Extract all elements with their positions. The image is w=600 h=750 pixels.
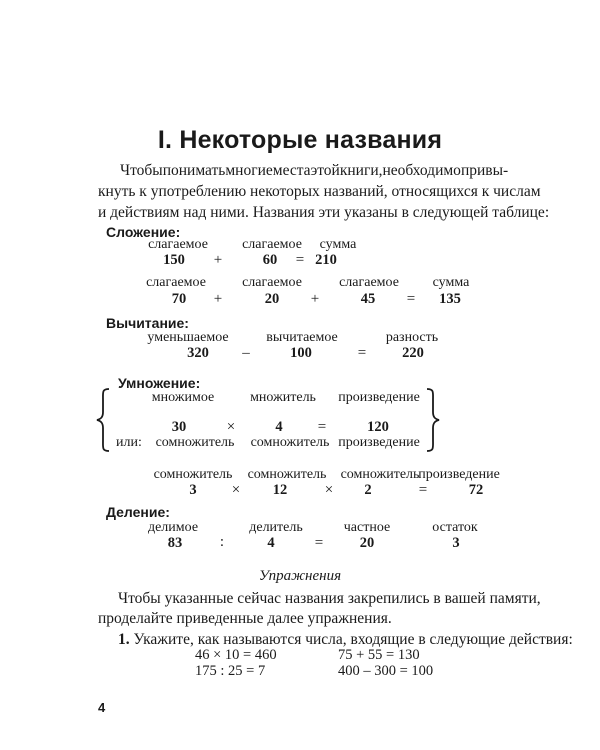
equals-sign: =: [295, 252, 305, 268]
addition-label: слагаемое: [146, 275, 206, 290]
page-title: I. Некоторые названия: [157, 126, 443, 154]
equals-sign: =: [418, 482, 428, 498]
subtraction-value: 100: [290, 345, 312, 361]
addition-label: слагаемое: [339, 275, 399, 290]
intro-word: необходимо: [382, 162, 461, 179]
page-number: 4: [98, 700, 106, 715]
multiplication-value: 3: [189, 482, 197, 498]
addition-value: 210: [315, 252, 337, 268]
addition-value: 60: [262, 252, 278, 268]
multiplication-label: сомножитель: [155, 435, 235, 450]
multiplication-value: 30: [171, 419, 187, 435]
addition-value: 45: [360, 291, 376, 307]
division-label: делимое: [147, 520, 199, 535]
addition-value: 20: [264, 291, 280, 307]
addition-heading: Сложение:: [106, 224, 181, 240]
times-sign: ×: [226, 419, 236, 435]
multiplication-label: сомножитель: [153, 467, 233, 482]
multiplication-label: сомножитель: [250, 435, 330, 450]
multiplication-label: произведение: [338, 435, 420, 450]
addition-label: слагаемое: [148, 237, 208, 252]
division-value: 83: [167, 535, 183, 551]
intro-line-3: и действиям над ними. Названия эти указаны в следующей таблице:: [98, 204, 550, 221]
times-sign: ×: [231, 482, 241, 498]
multiplication-heading: Умножение:: [118, 375, 201, 391]
minus-sign: –: [242, 345, 250, 361]
division-label: частное: [343, 520, 391, 535]
multiplication-label: произведение: [338, 390, 420, 405]
task-1-text: Укажите, как называются числа, входящие в следующие действия:: [133, 631, 573, 648]
plus-sign: +: [310, 291, 320, 307]
subtraction-label: вычитаемое: [266, 330, 338, 345]
equals-sign: =: [314, 535, 324, 551]
division-heading: Деление:: [106, 504, 170, 520]
division-label: остаток: [432, 520, 478, 535]
subtraction-value: 220: [402, 345, 424, 361]
multiplication-label: сомножитель: [247, 467, 327, 482]
multiplication-label: множимое: [151, 390, 215, 405]
subtraction-label: уменьшаемое: [147, 330, 229, 345]
subtraction-value: 320: [187, 345, 209, 361]
intro-word: книги,: [339, 162, 383, 179]
exercises-heading: Упражнения: [258, 568, 342, 584]
multiplication-label: произведение: [418, 467, 500, 482]
or-label: или:: [116, 435, 142, 450]
plus-sign: +: [213, 291, 223, 307]
equals-sign: =: [406, 291, 416, 307]
intro-word: привы-: [460, 162, 509, 179]
equals-sign: =: [357, 345, 367, 361]
times-sign: ×: [324, 482, 334, 498]
plus-sign: +: [213, 252, 223, 268]
exercises-intro-line-2: проделайте приведенные далее упражнения.: [98, 610, 392, 627]
subtraction-heading: Вычитание:: [106, 315, 189, 331]
division-value: 20: [359, 535, 375, 551]
exercises-intro-line-1: Чтобы указанные сейчас названия закрепились в вашей памяти,: [118, 590, 541, 607]
addition-label: слагаемое: [242, 275, 302, 290]
addition-label: сумма: [432, 275, 470, 290]
addition-value: 70: [171, 291, 187, 307]
subtraction-label: разность: [385, 330, 439, 345]
division-value: 3: [452, 535, 460, 551]
intro-word: места: [272, 162, 311, 179]
division-label: делитель: [249, 520, 303, 535]
task-1-item: 75 + 55 = 130: [338, 647, 420, 663]
addition-label: сумма: [319, 237, 357, 252]
addition-value: 150: [163, 252, 185, 268]
intro-line-1: [120, 160, 509, 181]
multiplication-value: 12: [272, 482, 288, 498]
multiplication-label: сомножитель: [340, 467, 420, 482]
multiplication-value: 120: [367, 419, 389, 435]
multiplication-value: 72: [468, 482, 484, 498]
task-1-number: 1.: [118, 631, 130, 648]
division-value: 4: [267, 535, 275, 551]
task-1-item: 175 : 25 = 7: [195, 663, 266, 679]
task-1-item: 46 × 10 = 460: [195, 647, 277, 663]
intro-word: многие: [225, 162, 273, 179]
intro-word: Чтобы: [120, 162, 163, 179]
multiplication-value: 4: [275, 419, 283, 435]
addition-value: 135: [439, 291, 461, 307]
addition-label: слагаемое: [242, 237, 302, 252]
equals-sign: =: [317, 419, 327, 435]
intro-word: этой: [310, 162, 340, 179]
division-sign: :: [219, 534, 225, 550]
intro-line-2: кнуть к употреблению некоторых названий, относящихся к числам: [98, 183, 541, 200]
task-1-item: 400 – 300 = 100: [338, 663, 434, 679]
multiplication-label: множитель: [250, 390, 316, 405]
intro-word: понимать: [162, 162, 226, 179]
right-brace: [424, 388, 440, 452]
multiplication-value: 2: [364, 482, 372, 498]
left-brace: [96, 388, 112, 452]
